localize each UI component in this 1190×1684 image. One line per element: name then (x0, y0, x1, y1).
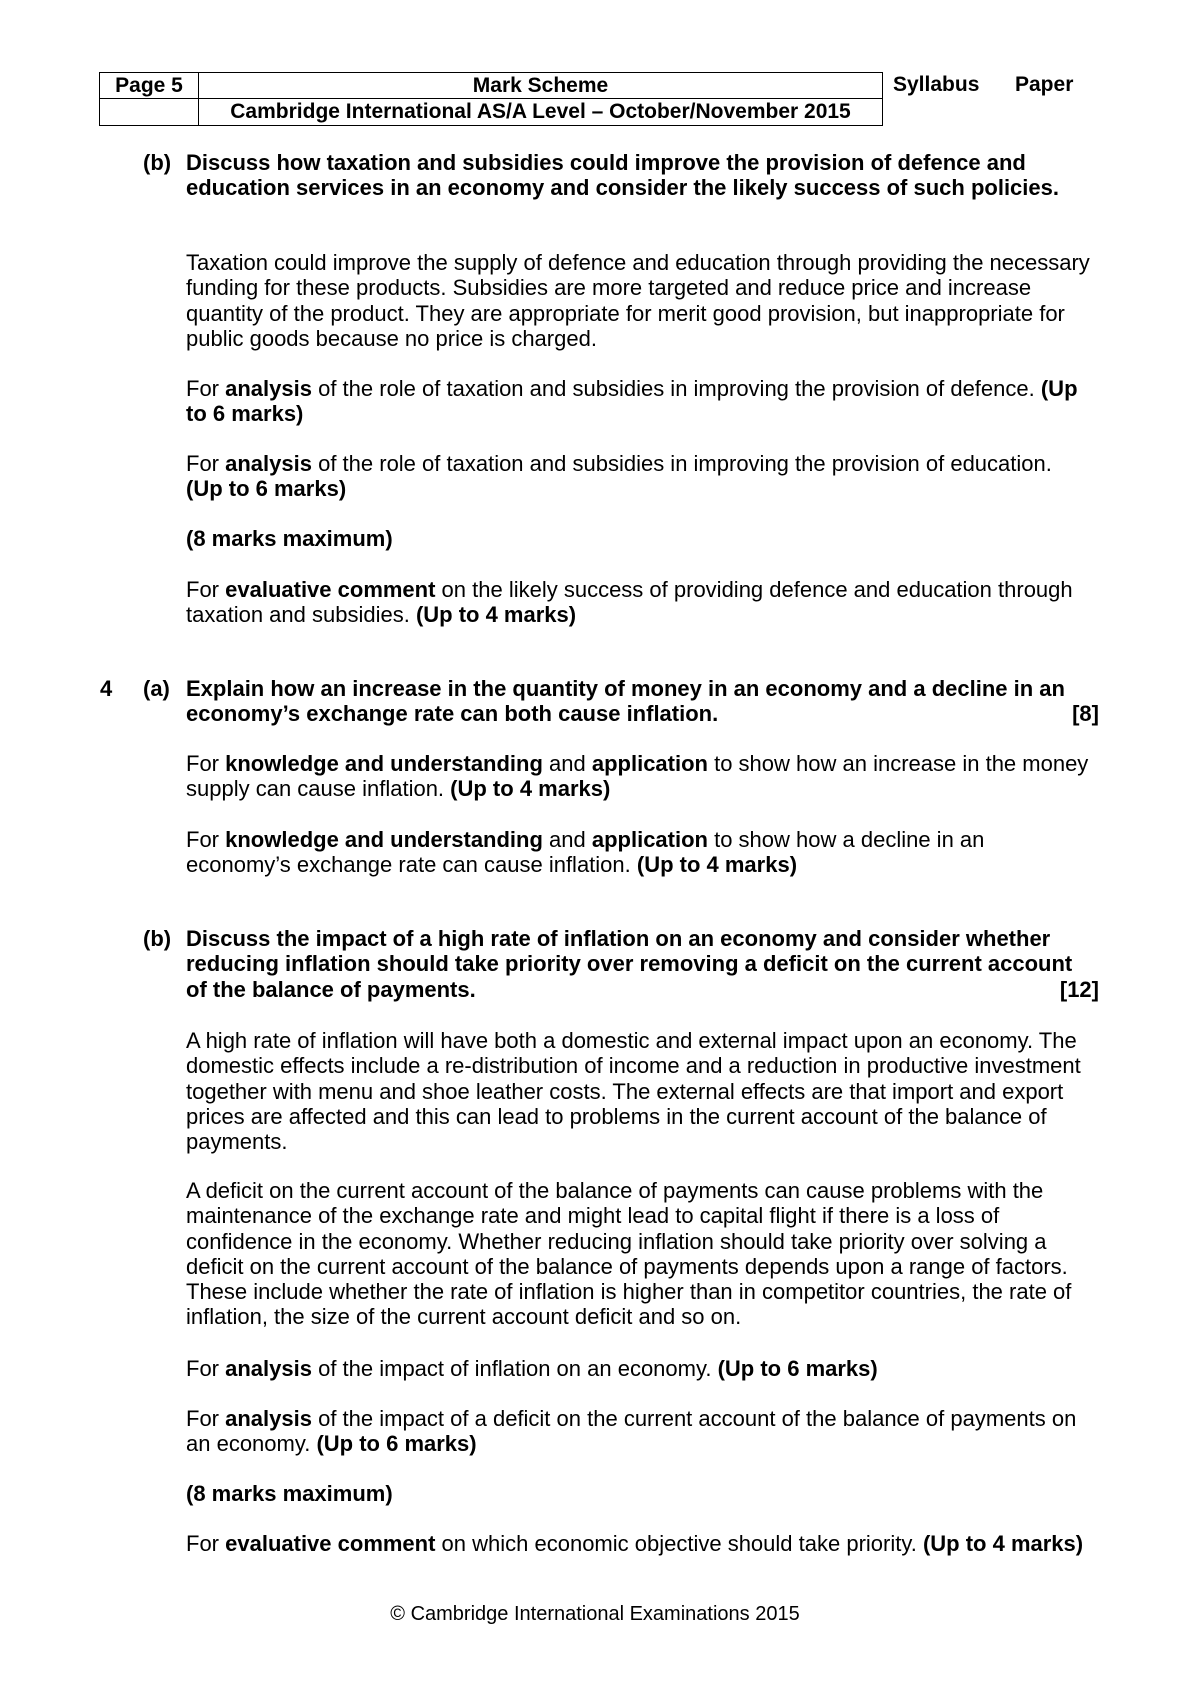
text-run: an economy. (186, 1431, 317, 1457)
bold-text-run: Discuss how taxation and subsidies could improve the provision of defence and (186, 150, 1026, 175)
bold-text-run: knowledge and understanding (225, 827, 543, 852)
text-lines (186, 1531, 1099, 1556)
text-run: funding for these products. Subsidies are more targeted and reduce price and increase (186, 275, 1032, 301)
text-run: A high rate of inflation will have both a domestic and external impact upon an economy. The (186, 1028, 1077, 1053)
text-line (186, 1531, 1099, 1556)
bold-text-run: reducing inflation should take priority over removing a deficit on the current account (186, 951, 1073, 977)
text-line (186, 326, 1099, 351)
text-lines (186, 751, 1099, 802)
text-line (186, 776, 1099, 801)
bold-text-run: analysis (225, 1406, 312, 1431)
text-line (186, 577, 1099, 602)
text-line (186, 301, 1099, 326)
text-run: public goods because no price is charged. (186, 325, 597, 351)
bold-text-run: (8 marks maximum) (186, 1481, 393, 1506)
bold-text-run: (Up to 4 marks) (415, 602, 577, 628)
text-lines (186, 676, 1099, 727)
text-line (186, 250, 1099, 275)
text-run: For (186, 1531, 226, 1556)
bold-text-run: Discuss the impact of a high rate of inflation on an economy and consider whether (186, 926, 1051, 951)
text-run: to show how a decline in an (707, 827, 985, 852)
bold-text-run: evaluative comment (225, 577, 436, 602)
text-lines (186, 250, 1099, 351)
bold-text-run: education services in an economy and consider the likely success of such policies. (186, 175, 1059, 201)
text-run: on which economic objective should take priority. (435, 1531, 923, 1556)
paper-label: Paper (1015, 73, 1074, 96)
question-number: 4 (100, 676, 113, 701)
text-lines (186, 1481, 1099, 1506)
question-part-label: (b) (143, 150, 172, 175)
text-lines (186, 150, 1099, 201)
text-line (186, 376, 1099, 401)
text-run: quantity of the product. They are appropriate for merit good provision, but inappropriate for (186, 300, 1065, 326)
text-run: inflation, the size of the current account deficit and so on. (186, 1304, 742, 1330)
text-line (186, 602, 1099, 627)
text-lines (186, 1356, 1099, 1381)
text-lines (186, 376, 1099, 427)
text-run: Taxation could improve the supply of defence and education through providing the necessary (186, 250, 1090, 275)
question-part-label: (a) (143, 676, 170, 701)
syllabus-label: Syllabus (893, 73, 980, 96)
bold-text-run: of the balance of payments. (186, 976, 476, 1002)
text-run: A deficit on the current account of the balance of payments can cause problems with the (186, 1178, 1044, 1203)
text-line (186, 1178, 1099, 1203)
bold-text-run: (Up to 4 marks) (636, 852, 798, 878)
text-run: maintenance of the exchange rate and might lead to capital flight if there is a loss of (186, 1203, 1000, 1229)
text-run: deficit on the current account of the balance of payments depends upon a range of factors. (186, 1253, 1068, 1279)
document-title: Mark Scheme (199, 73, 883, 99)
text-line (186, 1431, 1099, 1456)
text-line (186, 1129, 1099, 1154)
header-table (99, 72, 883, 126)
text-line (186, 401, 1099, 426)
copyright-footer: © Cambridge International Examinations 2015 (390, 1603, 800, 1625)
bold-text-run: (Up to 6 marks) (316, 1431, 477, 1457)
text-run: supply can cause inflation. (186, 776, 451, 802)
bold-text-run: application (591, 827, 708, 852)
text-line (186, 1356, 1099, 1381)
question-part-label: (b) (143, 926, 172, 951)
page-number: Page 5 (100, 73, 199, 99)
text-run: domestic effects include a re-distribution of income and a reduction in productive investment (186, 1053, 1081, 1079)
text-line (186, 1229, 1099, 1254)
header-empty-cell (100, 99, 199, 126)
text-line (186, 751, 1099, 776)
bold-text-run: analysis (225, 451, 312, 476)
text-run: on the likely success of providing defence and education through (435, 577, 1073, 602)
text-line (186, 1028, 1099, 1053)
text-run: For (186, 577, 226, 602)
text-run: confidence in the economy. Whether reducing inflation should take priority over solving a (186, 1228, 1047, 1254)
text-line (186, 526, 1099, 551)
text-lines (186, 1028, 1099, 1154)
text-lines (186, 827, 1099, 878)
text-line (186, 1104, 1099, 1129)
text-run: For (186, 376, 226, 401)
bold-text-run: to 6 marks) (186, 401, 304, 427)
text-run: to show how an increase in the money (707, 751, 1089, 776)
text-run: of the role of taxation and subsidies in improving the provision of education. (311, 451, 1052, 476)
text-line (186, 852, 1099, 877)
bold-text-run: (Up to 4 marks) (922, 1531, 1084, 1556)
text-run: These include whether the rate of inflation is higher than in competitor countries, the rate of (186, 1279, 1072, 1305)
text-run: For (186, 1356, 226, 1381)
text-line (186, 476, 1099, 501)
mark-allocation: [8] (1072, 701, 1099, 727)
text-lines (186, 1406, 1099, 1457)
text-line (186, 1053, 1099, 1078)
text-run: economy’s exchange rate can cause inflation. (186, 852, 637, 878)
text-line (186, 175, 1099, 200)
exam-session: Cambridge International AS/A Level – October/November 2015 (199, 99, 883, 126)
text-line (186, 150, 1099, 175)
text-lines (186, 451, 1099, 502)
bold-text-run: analysis (225, 376, 312, 401)
text-line (186, 951, 1099, 976)
text-line (186, 1481, 1099, 1506)
bold-text-run: application (591, 751, 708, 776)
text-run: payments. (186, 1129, 288, 1155)
text-lines (186, 526, 1099, 551)
text-line (186, 1203, 1099, 1228)
text-line (186, 701, 1099, 726)
bold-text-run: (Up (1040, 376, 1078, 401)
text-run: of the impact of a deficit on the current account of the balance of payments on (311, 1406, 1077, 1431)
bold-text-run: analysis (225, 1356, 312, 1381)
text-run: of the impact of inflation on an economy. (311, 1356, 718, 1381)
text-lines (186, 1178, 1099, 1330)
text-line (186, 1279, 1099, 1304)
text-line (186, 1406, 1099, 1431)
text-lines (186, 926, 1099, 1002)
bold-text-run: economy’s exchange rate can both cause inflation. (186, 701, 719, 727)
bold-text-run: (Up to 6 marks) (186, 476, 347, 502)
text-run: For (186, 827, 226, 852)
text-run: together with menu and shoe leather costs. The external effects are that import and export (186, 1078, 1064, 1104)
text-run: prices are affected and this can lead to problems in the current account of the balance of (186, 1103, 1047, 1129)
text-line (186, 926, 1099, 951)
text-line (186, 1079, 1099, 1104)
text-lines (186, 577, 1099, 628)
text-line (186, 977, 1099, 1002)
text-run: For (186, 451, 226, 476)
bold-text-run: (8 marks maximum) (186, 526, 393, 551)
bold-text-run: evaluative comment (225, 1531, 436, 1556)
text-line (186, 451, 1099, 476)
bold-text-run: (Up to 6 marks) (717, 1356, 878, 1381)
text-line (186, 676, 1099, 701)
bold-text-run: Explain how an increase in the quantity of money in an economy and a decline in an (186, 676, 1065, 701)
text-line (186, 1254, 1099, 1279)
text-run: For (186, 1406, 226, 1431)
text-run: For (186, 751, 226, 776)
text-run: and (542, 751, 592, 776)
text-line (186, 275, 1099, 300)
mark-allocation: [12] (1059, 976, 1099, 1002)
text-run: taxation and subsidies. (186, 602, 416, 628)
text-run: of the role of taxation and subsidies in improving the provision of defence. (311, 376, 1041, 401)
text-run: and (542, 827, 592, 852)
bold-text-run: knowledge and understanding (225, 751, 543, 776)
bold-text-run: (Up to 4 marks) (450, 776, 611, 802)
text-line (186, 1304, 1099, 1329)
text-line (186, 827, 1099, 852)
